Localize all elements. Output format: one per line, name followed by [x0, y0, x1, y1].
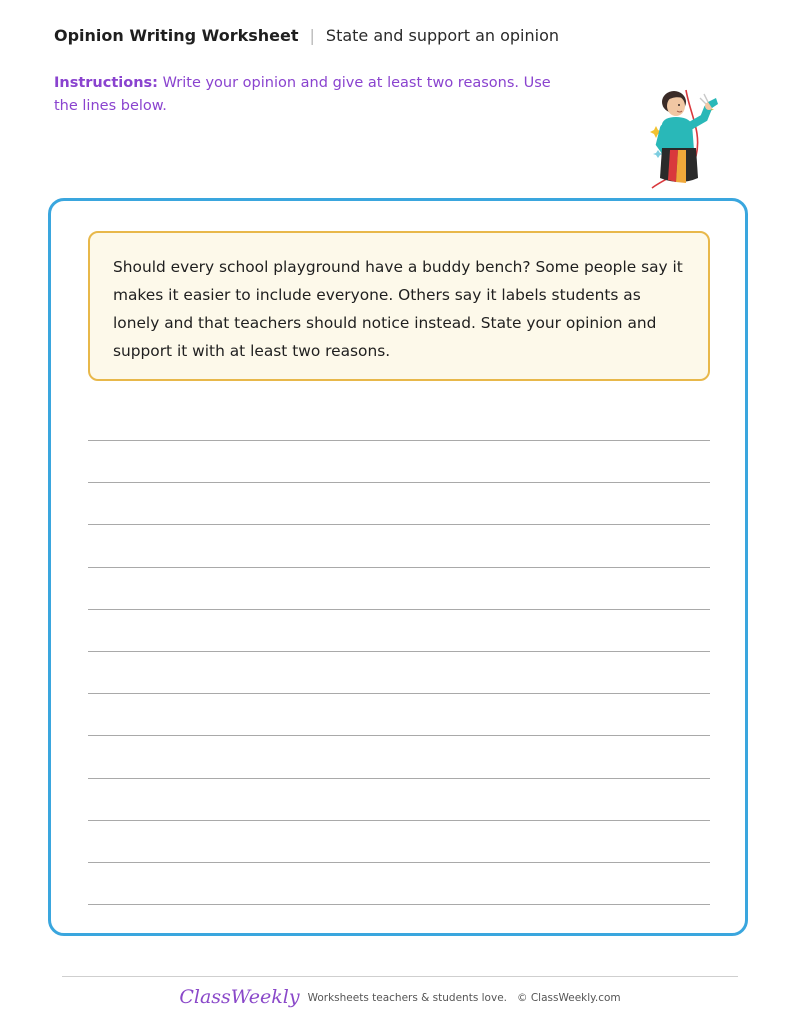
footer-tagline: Worksheets teachers & students love. — [307, 992, 507, 1004]
worksheet-subtitle: State and support an opinion — [325, 26, 559, 45]
instructions-label: Instructions: — [54, 75, 158, 91]
footer — [0, 986, 800, 1008]
writing-line[interactable] — [88, 567, 710, 568]
writing-line[interactable] — [88, 482, 710, 483]
writing-line[interactable] — [88, 651, 710, 652]
writing-line[interactable] — [88, 440, 710, 441]
writing-line[interactable] — [88, 778, 710, 779]
worksheet-header — [54, 24, 559, 48]
child-with-kite-illustration — [646, 84, 730, 192]
writing-line[interactable] — [88, 820, 710, 821]
writing-line[interactable] — [88, 735, 710, 736]
instructions — [54, 72, 554, 117]
brand-logo: ClassWeekly — [179, 986, 300, 1008]
face — [667, 96, 685, 116]
prompt-box — [88, 231, 710, 381]
footer-copyright: © ClassWeekly.com — [517, 992, 621, 1004]
writing-line[interactable] — [88, 904, 710, 905]
writing-line[interactable] — [88, 693, 710, 694]
header-separator: | — [309, 26, 315, 45]
footer-divider — [62, 976, 738, 977]
instructions-text: Write your opinion and give at least two reasons. Use the lines below. — [54, 75, 551, 114]
prompt-text: Should every school playground have a buddy bench? Some people say it makes it easier to include everyone. Others say it labels students as lonely and that teachers should notice instead. State your opinion and support it with at least two reasons. — [113, 258, 683, 360]
writing-line[interactable] — [88, 609, 710, 610]
writing-line[interactable] — [88, 524, 710, 525]
worksheet-title: Opinion Writing Worksheet — [54, 26, 299, 45]
writing-line[interactable] — [88, 862, 710, 863]
